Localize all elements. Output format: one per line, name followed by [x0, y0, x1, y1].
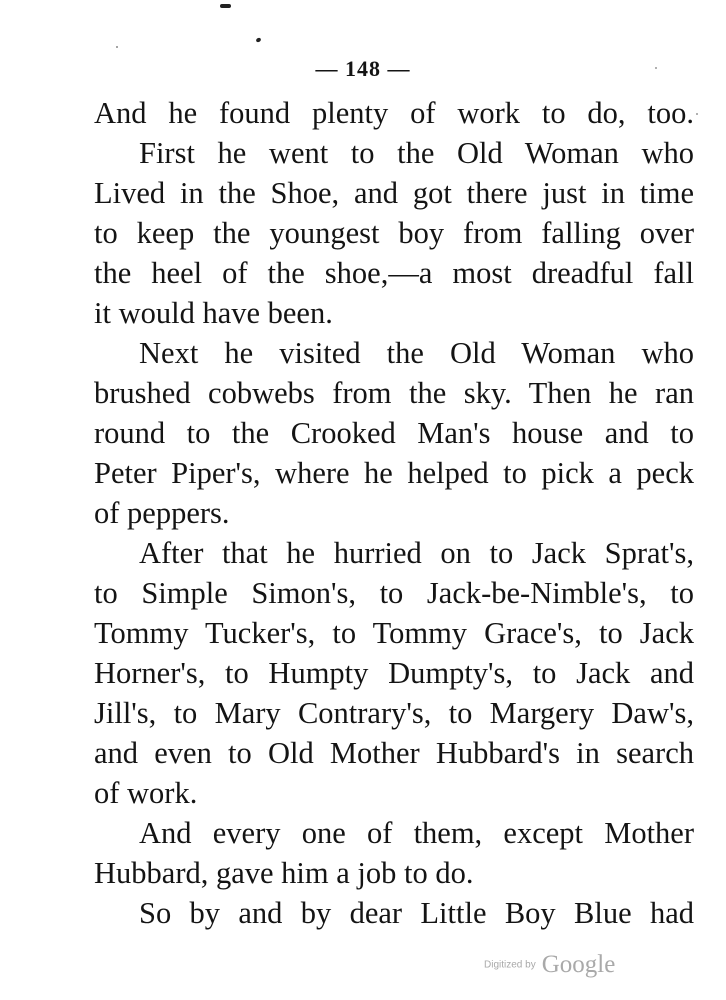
text-line: Jill's, to Mary Contrary's, to Margery Daw's,: [94, 696, 694, 730]
body-text: [94, 93, 694, 933]
text-line: And every one of them, except Mother: [139, 816, 694, 850]
text-line: Hubbard, gave him a job to do.: [94, 856, 474, 890]
text-line: it would have been.: [94, 296, 333, 330]
google-watermark: [484, 951, 615, 979]
text-line: of peppers.: [94, 496, 230, 530]
text-line: brushed cobwebs from the sky. Then he ran: [94, 376, 694, 410]
google-logo: Google: [541, 951, 616, 978]
text-line: Lived in the Shoe, and got there just in time: [94, 176, 694, 210]
text-line: to Simple Simon's, to Jack-be-Nimble's, to: [94, 576, 694, 610]
text-line: the heel of the shoe,—a most dreadful fall: [94, 256, 694, 290]
text-line: Horner's, to Humpty Dumpty's, to Jack and: [94, 656, 694, 690]
scan-speck: [220, 4, 231, 8]
text-line: round to the Crooked Man's house and to: [94, 416, 694, 450]
text-line: First he went to the Old Woman who: [139, 136, 694, 170]
text-line: Next he visited the Old Woman who: [139, 336, 694, 370]
scan-speck: [116, 46, 118, 48]
text-line: and even to Old Mother Hubbard's in search: [94, 736, 694, 770]
text-line: Tommy Tucker's, to Tommy Grace's, to Jack: [94, 616, 694, 650]
scan-speck: [696, 113, 698, 115]
text-line: Peter Piper's, where he helped to pick a peck: [94, 456, 694, 490]
text-line: So by and by dear Little Boy Blue had: [139, 896, 694, 930]
text-line: of work.: [94, 776, 198, 810]
page-number: — 148 —: [315, 56, 411, 81]
text-line: After that he hurried on to Jack Sprat's,: [139, 536, 694, 570]
watermark-prefix: Digitized by: [484, 959, 536, 971]
scan-speck: [255, 37, 261, 43]
text-line: to keep the youngest boy from falling over: [94, 216, 694, 250]
text-line: And he found plenty of work to do, too.: [94, 96, 694, 130]
